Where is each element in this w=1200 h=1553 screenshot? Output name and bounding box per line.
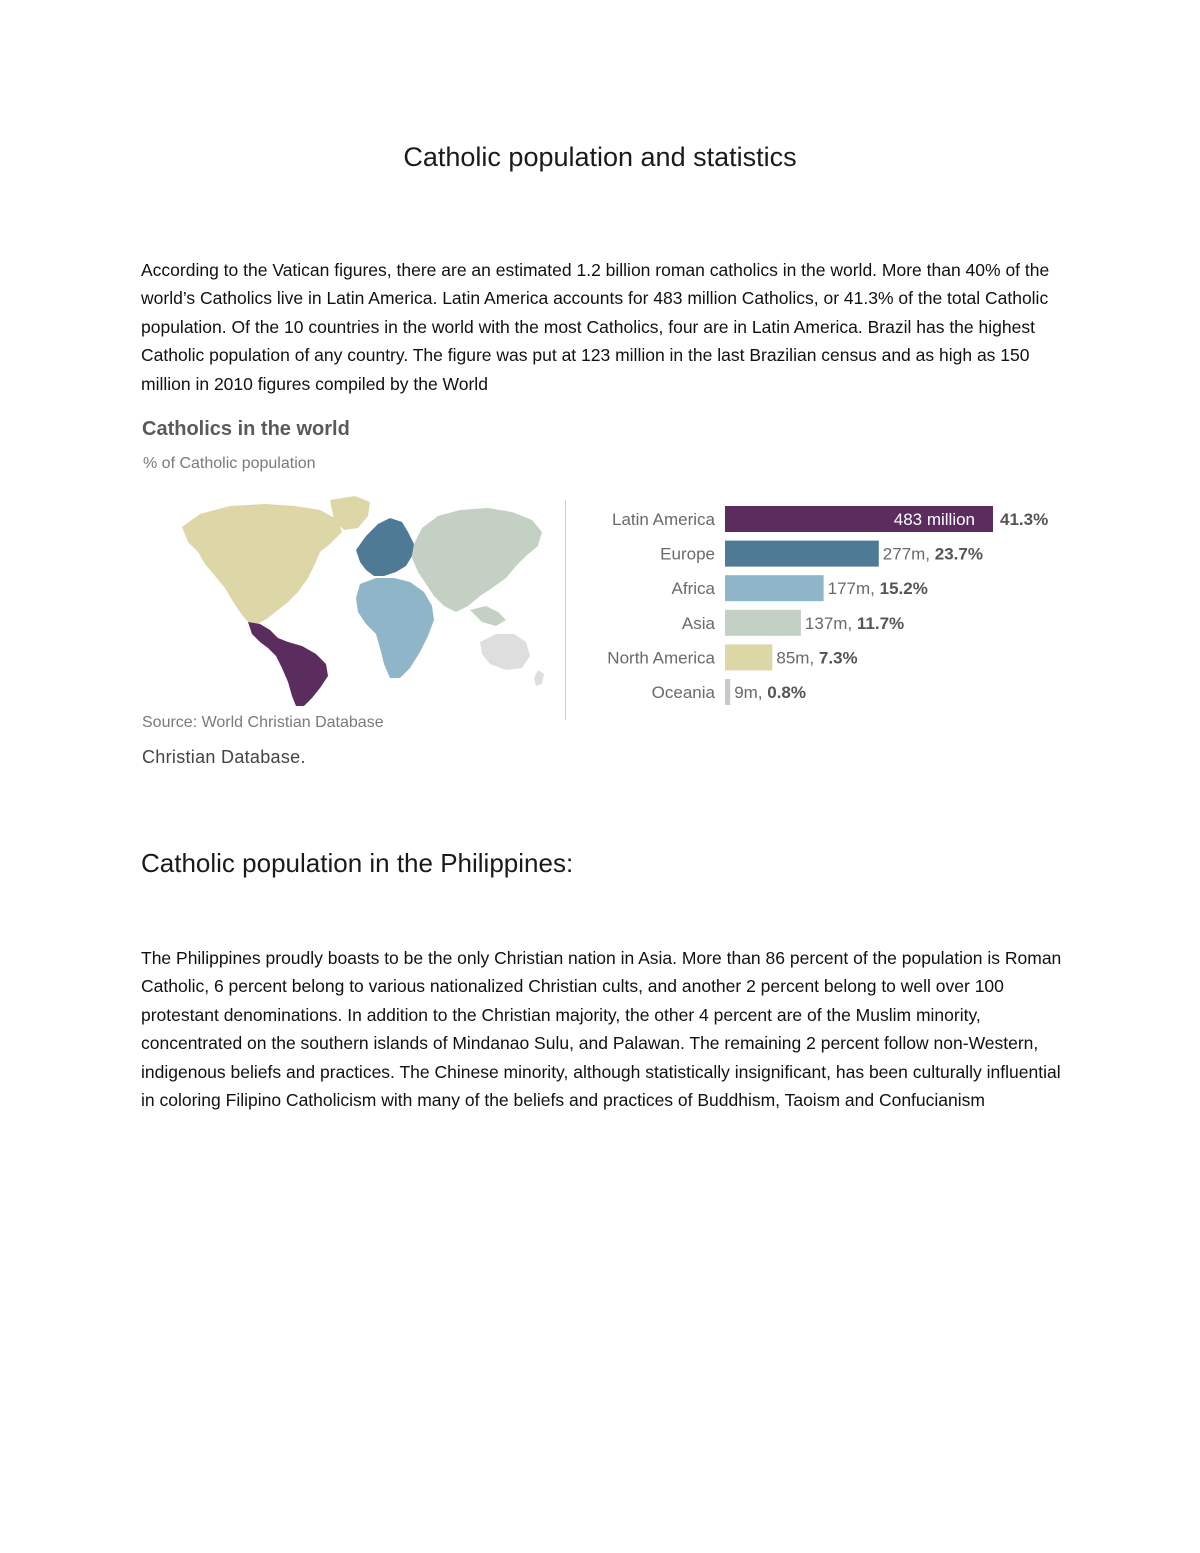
bar-value-europe xyxy=(883,545,983,564)
bar-africa xyxy=(725,575,824,601)
chart-source: Source: World Christian Database xyxy=(142,714,384,731)
philippines-paragraph: The Philippines proudly boasts to be the only Christian nation in Asia. More than 86 percent of the population is Roman Catholic, 6 percent belong to various nationalized Christian cults, and another 2 percent belong to well over 100 protestant denominations. In addition to the Christian majority, the other 4 percent are of the Muslim minority, concentrated on the southern islands of Mindanao Sulu, and Palawan. The remaining 2 percent follow non-Western, indigenous beliefs and practices. The Chinese minority, although statistically insignificant, has been culturally influential in coloring Filipino Catholicism with many of the beliefs and practices of Buddhism, Taoism and Confucianism xyxy=(141,948,1062,1111)
bar-label-north-america: North America xyxy=(607,648,715,668)
bar-oceania xyxy=(725,679,730,705)
bar-value-asia xyxy=(805,614,904,633)
map-region-latin-america xyxy=(248,622,328,706)
catholics-in-the-world-figure xyxy=(140,412,1070,742)
bar-percent-latin-america: 41.3% xyxy=(1000,510,1049,529)
bar-percent-asia: 11.7% xyxy=(856,613,905,633)
document-title: Catholic population and statistics xyxy=(403,142,797,172)
bar-count-africa: 177m, xyxy=(827,579,880,599)
bar-europe xyxy=(725,541,879,567)
map-region-oceania xyxy=(480,634,530,670)
bar-percent-africa: 15.2% xyxy=(879,579,928,599)
map-region-europe xyxy=(356,518,414,576)
chart-subtitle: % of Catholic population xyxy=(143,455,316,472)
bar-value-north-america xyxy=(776,648,857,667)
bar-count-asia: 137m, xyxy=(804,613,857,633)
bar-percent-north-america: 7.3% xyxy=(818,648,858,668)
bar-count-europe: 277m, xyxy=(882,544,935,564)
figure-caption-tail: Christian Database. xyxy=(142,747,306,767)
chart-title: Catholics in the world xyxy=(142,418,350,440)
map-region-new-zealand xyxy=(534,670,544,686)
bar-percent-oceania: 0.8% xyxy=(767,683,807,702)
bar-label-latin-america: Latin America xyxy=(612,510,715,529)
world-map xyxy=(170,492,550,707)
bar-asia xyxy=(725,610,801,636)
map-region-asia xyxy=(412,508,542,612)
bar-label-oceania: Oceania xyxy=(651,683,715,702)
bar-count-oceania: 9m, xyxy=(734,683,768,702)
bar-chart xyxy=(570,500,1070,720)
bar-label-asia: Asia xyxy=(681,613,715,633)
bar-label-europe: Europe xyxy=(660,544,715,564)
bar-north-america xyxy=(725,644,772,670)
bar-count-latin-america: 483 million xyxy=(893,510,975,529)
section-heading-philippines: Catholic population in the Philippines: xyxy=(141,848,574,878)
bar-percent-europe: 23.7% xyxy=(934,544,983,564)
map-region-southeast-asia xyxy=(470,606,506,626)
bar-value-oceania xyxy=(734,683,806,702)
intro-paragraph: According to the Vatican figures, there are an estimated 1.2 billion roman catholics in the world. More than 40% of the world’s Catholics live in Latin America. Latin America accounts for 483 million Catholics, or 41.3% of the total Catholic population. Of the 10 countries in the world with the most Catholics, four are in Latin America. Brazil has the highest Catholic population of any country. The figure was put at 123 million in the last Brazilian census and as high as 150 million in 2010 figures compiled by the World xyxy=(141,260,1050,394)
figure-divider xyxy=(565,500,566,720)
map-region-africa xyxy=(356,578,434,678)
map-region-north-america xyxy=(182,504,342,624)
bar-count-north-america: 85m, xyxy=(776,648,819,668)
bar-value-africa xyxy=(828,579,928,598)
bar-label-africa: Africa xyxy=(671,579,715,599)
